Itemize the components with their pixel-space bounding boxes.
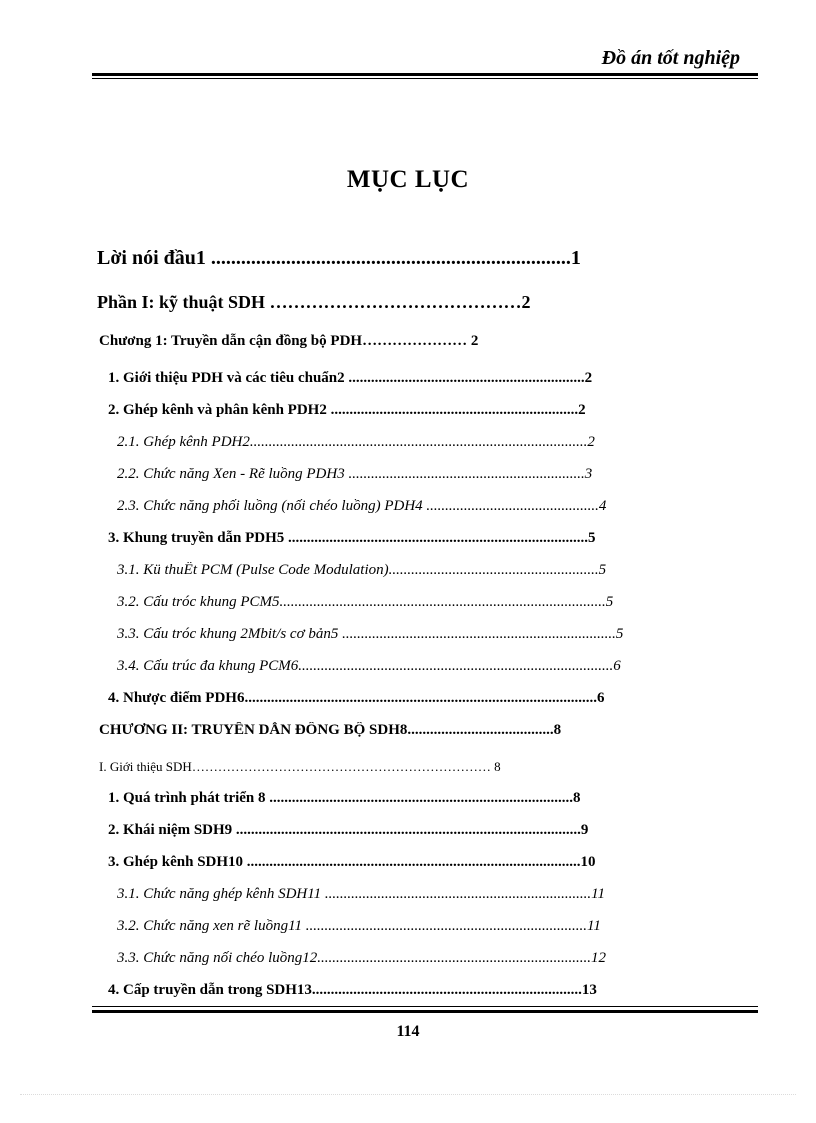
toc-entry[interactable]: 3.2. Chức năng xen rẽ luồng11 ...........................................................................11: [117, 918, 601, 934]
toc-entry[interactable]: Lời nói đầu1 ........................................................................1: [97, 247, 581, 269]
toc-entry[interactable]: Phần I: kỹ thuật SDH ……………………………………2: [97, 292, 531, 312]
toc-entry[interactable]: I. Giới thiệu SDH…………………………………………………………… 8: [99, 759, 501, 774]
header-rule-thick: [92, 73, 758, 76]
toc-entry[interactable]: 3.1. Kü thuËt PCM (Pulse Code Modulation)........................................................5: [117, 562, 607, 578]
toc-entry[interactable]: 2.1. Ghép kênh PDH2..........................................................................................2: [117, 434, 595, 450]
toc-entry[interactable]: CHƯƠNG II: TRUYỀN DẪN ĐỒNG BỘ SDH8.......................................8: [99, 722, 562, 738]
toc-entry[interactable]: Chương 1: Truyền dẫn cận đồng bộ PDH………………… 2: [99, 333, 479, 349]
page-edge-divider: [20, 1094, 796, 1095]
toc-entry[interactable]: 3.1. Chức năng ghép kênh SDH11 .......................................................................11: [117, 886, 606, 902]
toc-entry[interactable]: 3. Khung truyền dẫn PDH5 ................................................................................5: [108, 530, 596, 546]
toc-entry[interactable]: 2. Khái niệm SDH9 ............................................................................................9: [108, 822, 589, 838]
header-rule-thin: [92, 78, 758, 79]
toc-entry[interactable]: 4. Nhược điểm PDH6..............................................................................................6: [108, 690, 605, 706]
toc-entry[interactable]: 1. Quá trình phát triển 8 .................................................................................8: [108, 790, 581, 806]
toc-entry[interactable]: 1. Giới thiệu PDH và các tiêu chuẩn2 ...............................................................2: [108, 370, 593, 386]
footer-rule-thick: [92, 1010, 758, 1013]
toc-entry[interactable]: 3. Ghép kênh SDH10 .........................................................................................10: [108, 854, 596, 870]
toc-entry[interactable]: 2.3. Chức năng phối luồng (nối chéo luồng) PDH4 ..............................................4: [117, 498, 607, 514]
toc-entry[interactable]: 3.2. Cấu tróc khung PCM5.......................................................................................5: [117, 594, 614, 610]
toc-entry[interactable]: 3.3. Cấu tróc khung 2Mbit/s cơ bản5 .........................................................................5: [117, 626, 624, 642]
toc-entry[interactable]: 2. Ghép kênh và phân kênh PDH2 ..................................................................2: [108, 402, 586, 418]
toc-entry[interactable]: 3.4. Cấu trúc đa khung PCM6....................................................................................6: [117, 658, 621, 674]
header-title: Đồ án tốt nghiệp: [601, 47, 740, 69]
toc-entry[interactable]: 4. Cấp truyền dẫn trong SDH13........................................................................13: [108, 982, 597, 998]
toc-entry[interactable]: 3.3. Chức năng nối chéo luồng12.........................................................................12: [117, 950, 606, 966]
footer-rule-thin: [92, 1006, 758, 1007]
toc-entry[interactable]: 2.2. Chức năng Xen - Rẽ luồng PDH3 ...............................................................3: [117, 466, 593, 482]
page-number: 114: [396, 1023, 420, 1040]
page-title: MỤC LỤC: [346, 166, 470, 193]
